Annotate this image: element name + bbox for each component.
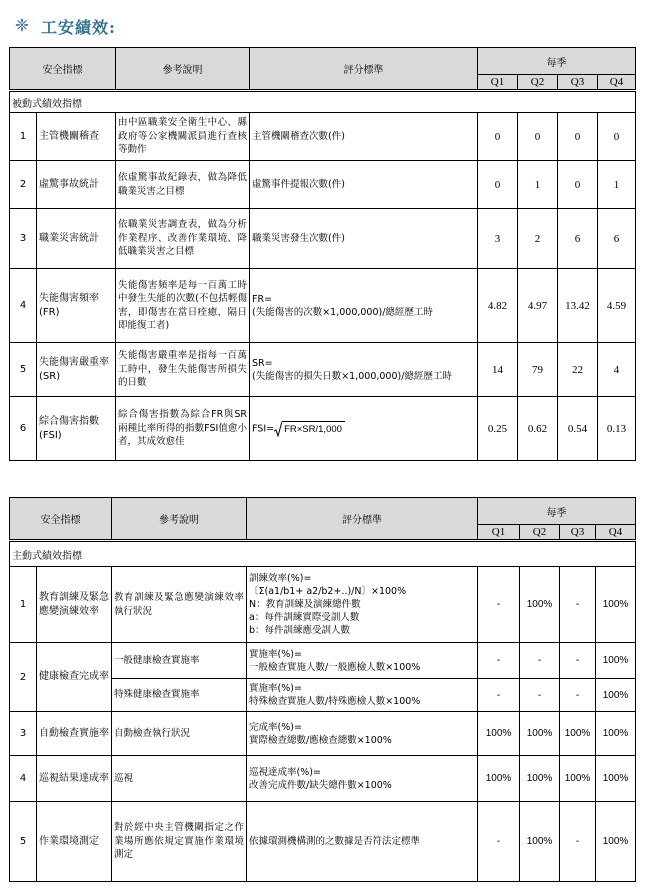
criteria-line: 完成率(%)=	[249, 721, 302, 733]
q4-value: 100%	[596, 712, 636, 756]
indicator-name: 健康檢查完成率	[37, 643, 112, 712]
row-number: 5	[10, 802, 37, 882]
reference-text: 綜合傷害指數為綜合FR與SR兩種比率所得的指數FSI值愈小者，其成效愈佳	[116, 397, 250, 461]
criteria-cell	[247, 679, 478, 712]
q2-value: 100%	[520, 756, 560, 802]
q1-value: -	[478, 567, 520, 643]
criteria-text: 依據環測機構測的之數據是否符法定標準	[247, 802, 478, 882]
formula-rhs: (失能傷害的次數×1,000,000)/總經歷工時	[252, 306, 433, 318]
q1-value: 0	[478, 161, 518, 209]
criteria-line: 改善完成件數/缺失總件數×100%	[249, 779, 392, 791]
page-title: 工安績效:	[41, 17, 116, 37]
q1-value: -	[478, 643, 520, 679]
table-row	[10, 802, 636, 882]
row-number: 4	[10, 756, 37, 802]
header-reference: 參考說明	[112, 498, 247, 541]
header-indicator: 安全指標	[10, 498, 112, 541]
q3-value: -	[560, 679, 596, 712]
criteria-line: b：每件訓練應受訓人數	[249, 625, 351, 636]
q3-value: 100%	[560, 712, 596, 756]
q1-value: 0.25	[478, 397, 518, 461]
reference-text: 失能傷害嚴重率是指每一百萬工時中，發生失能傷害所損失的日數	[116, 343, 250, 397]
header-q3: Q3	[558, 75, 598, 91]
row-number: 2	[10, 643, 37, 712]
reference-text: 對於經中央主管機關指定之作業場所應依規定實施作業環境測定	[112, 802, 247, 882]
criteria-line: 巡視達成率(%)=	[249, 766, 321, 778]
criteria-line: 特殊檢查實施人數/特殊應檢人數×100%	[249, 696, 421, 707]
q3-value: 0	[558, 113, 598, 161]
row-number: 5	[10, 343, 37, 397]
indicator-name: 作業環境測定	[37, 802, 112, 882]
table-row	[10, 161, 636, 209]
header-q4: Q4	[598, 75, 636, 91]
header-indicator: 安全指標	[10, 48, 116, 91]
q3-value: -	[560, 567, 596, 643]
q1-value: 14	[478, 343, 518, 397]
indicator-name: 主管機關稽查	[37, 113, 116, 161]
q3-value: 13.42	[558, 269, 598, 343]
q1-value: 100%	[478, 756, 520, 802]
q2-value: 100%	[520, 802, 560, 882]
header-quarterly: 每季	[478, 498, 636, 525]
q2-value: 2	[518, 209, 558, 269]
header-quarterly: 每季	[478, 48, 636, 75]
q1-value: -	[478, 802, 520, 882]
q4-value: 100%	[596, 643, 636, 679]
indicator-name: 教育訓練及緊急應變演練效率	[37, 567, 112, 643]
q3-value: 0.54	[558, 397, 598, 461]
radicand: FR×SR/1,000	[282, 421, 345, 436]
q4-value: 100%	[596, 567, 636, 643]
criteria-line: 訓練效率(%)=	[249, 573, 312, 584]
reference-text: 教育訓練及緊急應變演練效率執行狀況	[112, 567, 247, 643]
reference-text: 一般健康檢查實施率	[112, 643, 247, 679]
table-row	[10, 269, 636, 343]
criteria-line: 實際檢查總數/應檢查總數×100%	[249, 734, 392, 746]
q3-value: 0	[558, 161, 598, 209]
q4-value: 1	[598, 161, 636, 209]
q4-value: 6	[598, 209, 636, 269]
table-row	[10, 643, 636, 679]
q2-value: -	[520, 679, 560, 712]
header-q1: Q1	[478, 525, 520, 541]
table-row	[10, 756, 636, 802]
section-label: 被動式績效指標	[10, 91, 636, 113]
q4-value: 4	[598, 343, 636, 397]
reference-text: 特殊健康檢查實施率	[112, 679, 247, 712]
reference-text: 巡視	[112, 756, 247, 802]
criteria-cell	[247, 712, 478, 756]
q2-value: 0	[518, 113, 558, 161]
q2-value: 1	[518, 161, 558, 209]
q4-value: 100%	[596, 802, 636, 882]
header-q4: Q4	[596, 525, 636, 541]
q3-value: 22	[558, 343, 598, 397]
formula-lhs: FSI=	[252, 423, 275, 434]
row-number: 1	[10, 113, 37, 161]
header-criteria: 評分標準	[250, 48, 478, 91]
row-number: 3	[10, 209, 37, 269]
reference-text: 依職業災害調查表，做為分析作業程序、改善作業環境、降低職業災害之目標	[116, 209, 250, 269]
q4-value: 100%	[596, 756, 636, 802]
q2-value: -	[520, 643, 560, 679]
q1-value: 3	[478, 209, 518, 269]
indicator-name: 虛驚事故統計	[37, 161, 116, 209]
criteria-text: 主管機關稽查次數(件)	[250, 113, 478, 161]
criteria-line: 實施率(%)=	[249, 683, 302, 694]
q3-value: 100%	[560, 756, 596, 802]
indicator-name: 綜合傷害指數(FSI)	[37, 397, 116, 461]
table-row	[10, 113, 636, 161]
header-q2: Q2	[518, 75, 558, 91]
q3-value: 6	[558, 209, 598, 269]
criteria-cell	[250, 269, 478, 343]
header-criteria: 評分標準	[247, 498, 478, 541]
criteria-line: 一般檢查實施人數/一般應檢人數×100%	[249, 661, 421, 673]
criteria-line: 〔Σ(a1/b1+ a2/b2+..)/N〕×100%	[249, 586, 407, 597]
reference-text: 自動檢查執行狀況	[112, 712, 247, 756]
q2-value: 100%	[520, 712, 560, 756]
reference-text: 由中區職業安全衛生中心、縣政府等公家機關派員進行查核等動作	[116, 113, 250, 161]
criteria-line: 實施率(%)=	[249, 648, 302, 660]
formula-lhs: SR=	[252, 357, 273, 369]
indicator-name: 失能傷害頻率(FR)	[37, 269, 116, 343]
snowflake-icon: ❈	[14, 15, 30, 36]
row-number: 6	[10, 397, 37, 461]
criteria-cell	[247, 567, 478, 643]
table-row	[10, 209, 636, 269]
criteria-line: a：每件訓練實際受訓人數	[249, 612, 360, 623]
q4-value: 4.59	[598, 269, 636, 343]
criteria-line: N：教育訓練及演練總件數	[249, 599, 361, 610]
indicator-name: 失能傷害嚴重率(SR)	[37, 343, 116, 397]
q3-value: -	[560, 643, 596, 679]
header-q2: Q2	[520, 525, 560, 541]
row-number: 3	[10, 712, 37, 756]
row-number: 1	[10, 567, 37, 643]
q1-value: 0	[478, 113, 518, 161]
table-row	[10, 397, 636, 461]
criteria-cell	[247, 643, 478, 679]
q1-value: 4.82	[478, 269, 518, 343]
q4-value: 0.13	[598, 397, 636, 461]
q2-value: 79	[518, 343, 558, 397]
table-row	[10, 567, 636, 643]
criteria-cell	[250, 397, 478, 461]
criteria-cell	[250, 343, 478, 397]
q3-value: -	[560, 802, 596, 882]
reference-text: 失能傷害頻率是每一百萬工時中發生失能的次數(不包括輕傷害，即傷害在當日痊癒，隔日即能復工者)	[116, 269, 250, 343]
formula-lhs: FR=	[252, 293, 273, 305]
q1-value: -	[478, 679, 520, 712]
q4-value: 100%	[596, 679, 636, 712]
criteria-text: 虛驚事件提報次數(件)	[250, 161, 478, 209]
indicator-name: 巡視結果達成率	[37, 756, 112, 802]
header-q3: Q3	[560, 525, 596, 541]
indicator-name: 職業災害統計	[37, 209, 116, 269]
table-row	[10, 343, 636, 397]
q4-value: 0	[598, 113, 636, 161]
criteria-cell	[247, 756, 478, 802]
q2-value: 100%	[520, 567, 560, 643]
formula-rhs: (失能傷害的損失日數×1,000,000)/總經歷工時	[252, 370, 452, 382]
radical-sign-icon	[274, 421, 282, 437]
q1-value: 100%	[478, 712, 520, 756]
passive-indicators-table	[9, 47, 636, 461]
criteria-text: 職業災害發生次數(件)	[250, 209, 478, 269]
table-row	[10, 712, 636, 756]
square-root-expression	[274, 421, 345, 437]
q2-value: 0.62	[518, 397, 558, 461]
reference-text: 依虛驚事故紀錄表，做為降低職業災害之目標	[116, 161, 250, 209]
header-q1: Q1	[478, 75, 518, 91]
active-indicators-table	[9, 497, 636, 882]
row-number: 2	[10, 161, 37, 209]
indicator-name: 自動檢查實施率	[37, 712, 112, 756]
header-reference: 參考說明	[116, 48, 250, 91]
q2-value: 4.97	[518, 269, 558, 343]
page-title-area	[12, 14, 116, 38]
row-number: 4	[10, 269, 37, 343]
section-label: 主動式績效指標	[10, 541, 636, 567]
